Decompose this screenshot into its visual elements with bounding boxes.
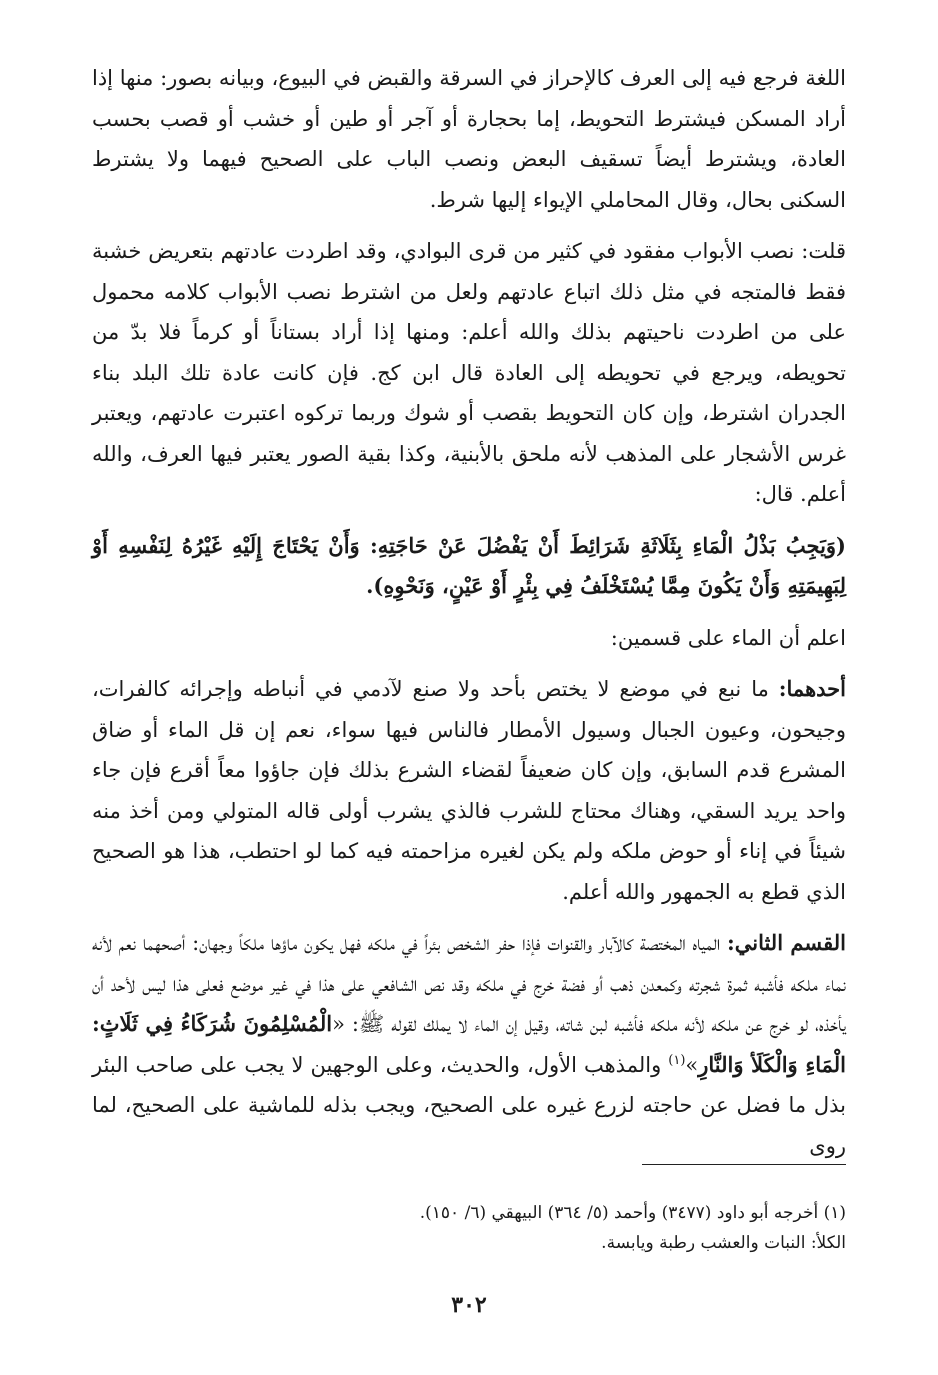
footnote-1: (١) أخرجه أبو داود (٣٤٧٧) وأحمد (٥/ ٣٦٤) البيهقي (٦/ ١٥٠). (419, 1203, 846, 1223)
hadith-close: » (685, 1052, 699, 1077)
main-text (92, 58, 846, 1166)
footnote-separator (642, 1164, 846, 1165)
page-number: ٣٠٢ (451, 1292, 487, 1318)
footnotes (92, 1198, 846, 1258)
paragraph-6 (92, 923, 846, 1166)
paragraph-1: اللغة فرجع فيه إلى العرف كالإحراز في السرقة والقبض في البيوع، وبيانه بصور: منها إذا أراد المسكن فيشترط التحويط، إما بحجارة أو آجر أو طين أو خشب أو قصب بحسب العادة، ويشترط أيضاً تسقيف البعض ونصب الباب على الصحيح فيهما ولا يشترط السكنى بحال، وقال المحاملي الإيواء إليها شرط. (92, 66, 846, 212)
paragraph-4: اعلم أن الماء على قسمين: (610, 625, 846, 650)
paragraph-6-tail: والمذهب الأول، والحديث، وعلى الوجهين لا يجب على صاحب البئر بذل ما فضل عن حاجته لزرع غيره على الصحيح، ويجب بذله للماشية على الصحيح، لما روى (92, 1052, 846, 1158)
footnote-ref[interactable]: (١) (668, 1052, 686, 1068)
paragraph-5 (92, 669, 846, 912)
section-heading-second: القسم الثاني: (726, 930, 846, 955)
section-heading-first: أحدهما: (778, 676, 846, 701)
footnote-2: الكلأ: النبات والعشب رطبة ويابسة. (601, 1233, 846, 1253)
paragraph-2: قلت: نصب الأبواب مفقود في كثير من قرى البوادي، وقد اطردت عادتهم بتعريض خشبة فقط فالمتجه في مثل ذلك اتباع عادتهم ولعل من اشترط نصب الأبواب كلامه محمول على من اطردت ناحيتهم بذلك والله أعلم: ومنها إذا أراد بستاناً أو كرماً فلا بدّ من تحويطه، ويرجع في تحويطه إلى العادة قال ابن كج. فإن كانت عادة تلك البلد بناء الجدران اشترط، وإن كان التحويط بقصب أو شوك وربما تركوه اعتبرت عادتهم، ويعتبر غرس الأشجار على المذهب لأنه ملحق بالأبنية، وكذا بقية الصور يعتبر فيها العرف، والله أعلم. قال: (92, 239, 846, 506)
paragraph-6-body: المياه المختصة كالآبار والقنوات فإذا حفر الشخص بئراً في ملكه فهل يكون ماؤها ملكاً وجهان: أصحهما نعم لأنه نماء ملكه فأشبه ثمرة شجرته وكمعدن ذهب أو فضة خرج في ملكه وقد نص الشافعي على هذا في غير موضع فعلى هذا ليس لأحد أن يأخذه، لو خرج عن ملكه لأنه ملكه فأشبه لبن شاته، وقيل إن الماء لا يملك لقوله ﷺ: « (92, 931, 846, 1036)
hadith-text: الْمُسْلِمُونَ شُرَكَاءُ فِي ثَلَاثٍ: الْمَاءِ وَالْكَلَأ وَالنَّارِ (92, 1011, 847, 1077)
matn-quote: (وَيَجِبُ بَذْلُ الْمَاءِ بِثَلَاثَةِ شَرَائِطَ أَنْ يَفْضُلَ عَنْ حَاجَتِهِ: وَأَنْ يَحْتَاجَ إِلَيْهِ غَيْرُهُ لِنَفْسِهِ أَوْ لِبَهِيمَتِهِ وَأَنْ يَكُونَ مِمَّا يُسْتَخْلَفُ فِي بِئْرٍ أَوْ عَيْنٍ، وَنَحْوِهِ). (92, 532, 846, 598)
paragraph-5-body: ما نبع في موضع لا يختص بأحد ولا صنع لآدمي في أنباطه وإجرائه كالفرات، وجيحون، وعيون الجبال وسيول الأمطار فالناس فيها سواء، نعم إن قل الماء أو ضاق المشرع قدم السابق، وإن كان ضعيفاً لقضاء الشرع بذلك فإن جاؤوا معاً أقرع فإن جاء واحد يريد السقي، وهناك محتاج للشرب فالذي يشرب أولى قاله المتولي ومن أخذ منه شيئاً في إناء أو حوض ملكه ولم يكن لغيره مزاحمته فيه كما لو احتطب، هذا هو الصحيح الذي قطع به الجمهور والله أعلم. (92, 677, 846, 904)
